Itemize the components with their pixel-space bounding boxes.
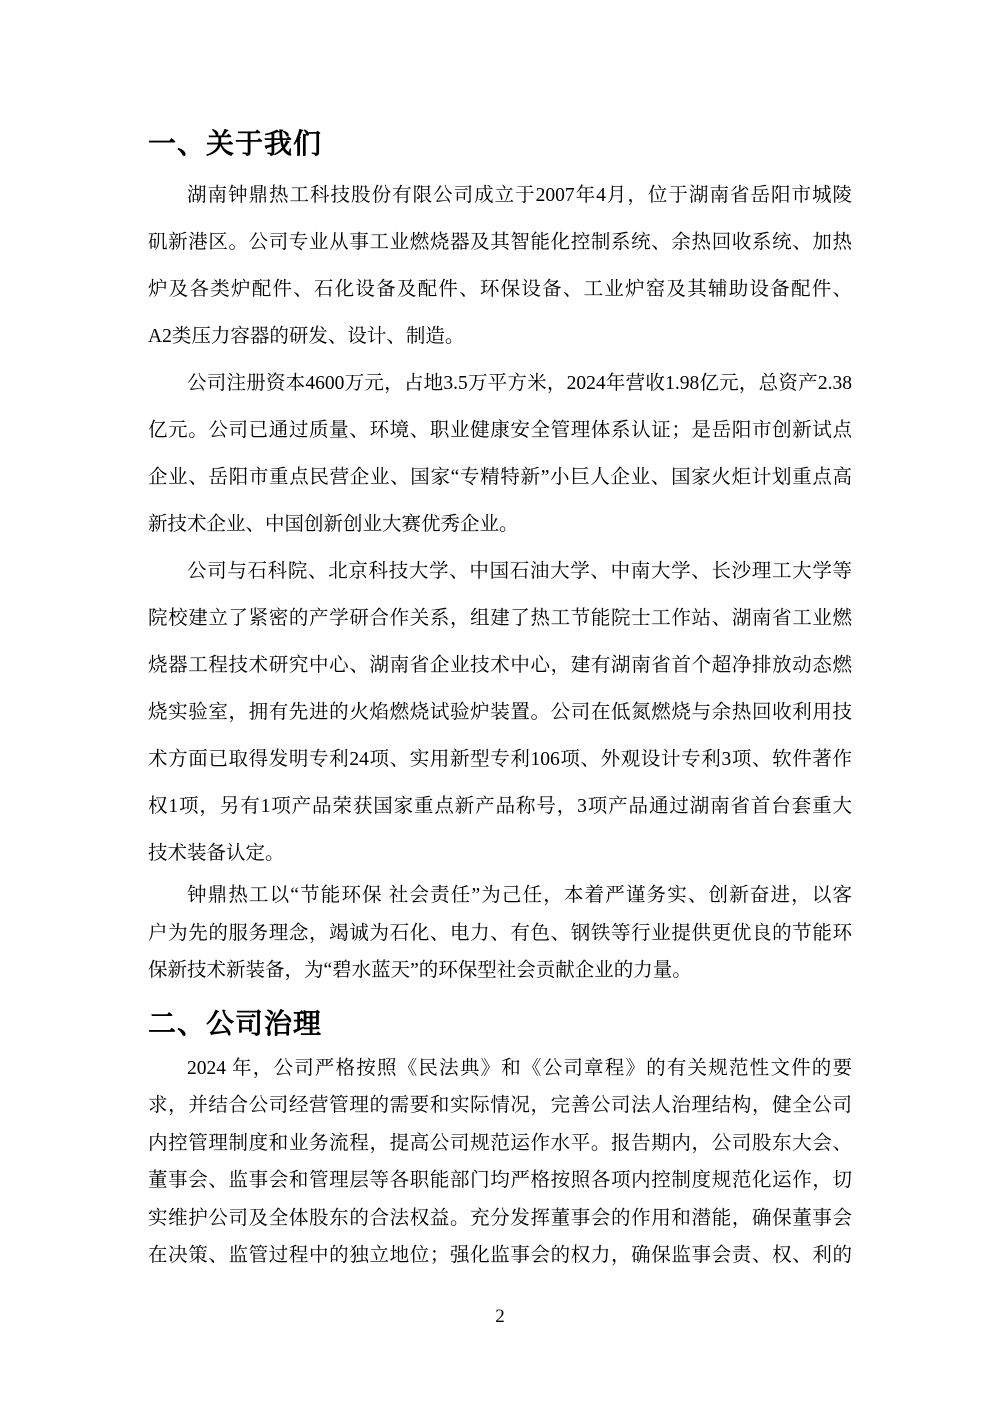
paragraph bbox=[148, 172, 852, 360]
text-line: 内控管理制度和业务流程，提高公司规范运作水平。报告期内，公司股东大会、 bbox=[148, 1132, 852, 1154]
text-line: 烧实验室，拥有先进的火焰燃烧试验炉装置。公司在低氮燃烧与余热回收利用技 bbox=[148, 702, 852, 723]
section-heading: 一、关于我们 bbox=[148, 128, 323, 159]
paragraph bbox=[148, 548, 852, 877]
text-line: 企业、岳阳市重点民营企业、国家“专精特新”小巨人企业、国家火炬计划重点高 bbox=[148, 467, 852, 488]
text-line: 公司与石科院、北京科技大学、中国石油大学、中南大学、长沙理工大学等 bbox=[187, 561, 852, 582]
text-line: 权1项，另有1项产品荣获国家重点新产品称号，3项产品通过湖南省首台套重大 bbox=[148, 796, 852, 817]
text-line: 炉及各类炉配件、石化设备及配件、环保设备、工业炉窑及其辅助设备配件、 bbox=[148, 279, 852, 300]
page-footer bbox=[0, 1304, 1000, 1330]
text-line: A2类压力容器的研发、设计、制造。 bbox=[148, 326, 465, 347]
text-line: 亿元。公司已通过质量、环境、职业健康安全管理体系认证；是岳阳市创新试点 bbox=[148, 420, 852, 441]
document-content bbox=[148, 0, 852, 1275]
section-heading: 二、公司治理 bbox=[148, 1007, 323, 1039]
text-line: 院校建立了紧密的产学研合作关系，组建了热工节能院士工作站、湖南省工业燃 bbox=[148, 608, 852, 629]
text-line: 户为先的服务理念，竭诚为石化、电力、有色、钢铁等行业提供更优良的节能环 bbox=[148, 922, 852, 944]
paragraph bbox=[148, 360, 852, 548]
page-number: 2 bbox=[495, 1306, 505, 1327]
text-line: 新技术企业、中国创新创业大赛优秀企业。 bbox=[148, 514, 519, 535]
text-line: 2024 年，公司严格按照《民法典》和《公司章程》的有关规范性文件的要 bbox=[187, 1057, 852, 1079]
text-line: 湖南钟鼎热工科技股份有限公司成立于2007年4月，位于湖南省岳阳市城陵 bbox=[187, 185, 852, 206]
paragraph bbox=[148, 877, 852, 990]
text-line: 矶新港区。公司专业从事工业燃烧器及其智能化控制系统、余热回收系统、加热 bbox=[148, 232, 852, 253]
text-line: 术方面已取得发明专利24项、实用新型专利106项、外观设计专利3项、软件著作 bbox=[148, 749, 852, 770]
text-line: 实维护公司及全体股东的合法权益。充分发挥董事会的作用和潜能，确保董事会 bbox=[148, 1207, 852, 1229]
text-line: 技术装备认定。 bbox=[148, 843, 285, 864]
text-line: 求，并结合公司经营管理的需要和实际情况，完善公司法人治理结构，健全公司 bbox=[148, 1095, 852, 1116]
text-line: 公司注册资本4600万元，占地3.5万平方米，2024年营收1.98亿元，总资产2.38 bbox=[187, 373, 852, 394]
paragraph bbox=[148, 1050, 852, 1275]
text-line: 在决策、监管过程中的独立地位；强化监事会的权力，确保监事会责、权、利的 bbox=[148, 1245, 852, 1266]
text-line: 烧器工程技术研究中心、湖南省企业技术中心，建有湖南省首个超净排放动态燃 bbox=[148, 655, 852, 676]
text-line: 钟鼎热工以“节能环保 社会责任”为己任，本着严谨务实、创新奋进，以客 bbox=[187, 885, 852, 906]
text-line: 董事会、监事会和管理层等各职能部门均严格按照各项内控制度规范化运作，切 bbox=[148, 1170, 852, 1191]
text-line: 保新技术新装备，为“碧水蓝天”的环保型社会贡献企业的力量。 bbox=[148, 960, 692, 981]
